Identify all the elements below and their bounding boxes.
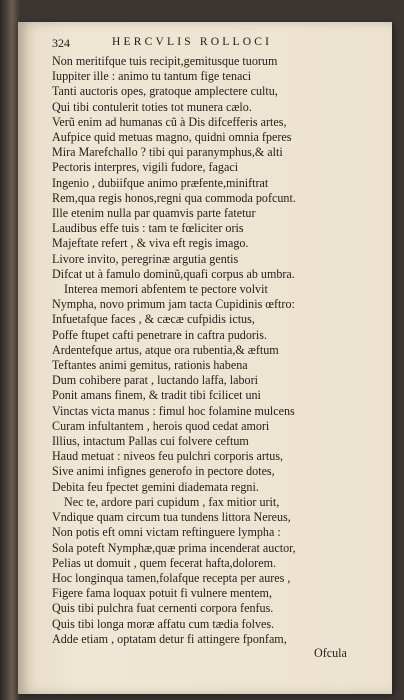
text-line: Quis tibi pulchra fuat cernenti corpora fenfus.: [52, 601, 274, 616]
text-line: Laudibus effe tuis : tam te fœliciter oris: [52, 221, 244, 236]
text-line: Quis tibi longa moræ affatu cum tædia folves.: [52, 616, 275, 631]
text-line: Tanti auctoris opes, gratoque amplectere cultu,: [52, 84, 278, 99]
text-line: Qui tibi contulerit toties tot munera cælo.: [52, 99, 252, 114]
page-number: 324: [52, 36, 70, 50]
text-line: Verũ enim ad humanas cũ à Dis difcefferis artes,: [52, 114, 287, 129]
text-line: Mira Marefchallo ? tibi qui paranymphus,& alti: [52, 145, 283, 160]
text-line: Ingenio , dubiifque animo præfente,miniftrat: [52, 175, 269, 190]
text-line: Non potis eft omni victam reftinguere lympha :: [52, 525, 281, 540]
text-line: Hoc longinqua tamen,folafque recepta per aures ,: [52, 570, 291, 585]
book-page: [18, 22, 392, 694]
text-line: Illius, intactum Pallas cui folvere ceftum: [52, 434, 249, 449]
text-line: Sive animi infignes generofo in pectore dotes,: [52, 464, 275, 479]
text-line: Sola poteft Nymphæ,quæ prima incenderat auctor,: [52, 540, 296, 555]
text-line: Dum cohibere parat , luctando laffa, labori: [52, 373, 258, 388]
text-line: Teftantes animi gemitus, rationis habena: [52, 358, 248, 373]
text-line: Haud metuat : niveos feu pulchri corporis artus,: [52, 449, 284, 464]
text-line: Figere fama loquax potuit fi vulnere mentem,: [52, 586, 272, 601]
text-line: Ponit amans finem, & tradit tibi fcilicet uni: [52, 388, 261, 403]
text-line: Ardentefque artus, atque ora rubentia,& æftum: [52, 342, 279, 357]
text-line: Debita feu fpectet gemini diademata regni.: [52, 479, 259, 494]
text-line: Interea memori abfentem te pectore volvit: [64, 282, 268, 297]
text-line: Livore invito, peregrinæ argutia gentis: [52, 251, 239, 266]
catchword: Ofcula: [314, 646, 347, 660]
text-line: Nec te, ardore pari cupidum , fax mitior urit,: [64, 494, 280, 509]
text-line: Vinctas victa manus : fimul hoc folamine mulcens: [52, 403, 295, 418]
text-line: Curam infultantem , herois quod cedat amori: [52, 418, 270, 433]
text-line: Pectoris interpres, vigili fudore, fagaci: [52, 160, 239, 175]
text-line: Ille etenim nulla par quamvis parte fatetur: [52, 206, 256, 221]
page-header: [52, 36, 382, 54]
text-line: Difcat ut à famulo dominũ,quafi corpus ab umbra.: [52, 266, 295, 281]
text-line: Poffe ftupet cafti penetrare in caftra pudoris.: [52, 327, 268, 342]
text-line: Pelias ut domuit , quem fecerat hafta,dolorem.: [52, 555, 277, 570]
text-line: Vndique quam circum tua tundens littora Nereus,: [52, 510, 291, 525]
text-line: Nympha, novo primum jam tacta Cupidinis œftro:: [52, 297, 295, 312]
running-head: HERCVLIS ROLLOCI: [112, 36, 273, 48]
text-line: Rem,qua regis honos,regni qua commoda pofcunt.: [52, 190, 296, 205]
text-line: Aufpice quid metuas magno, quidni omnia fperes: [52, 130, 292, 145]
text-line: Majeftate refert , & viva eft regis imago.: [52, 236, 249, 251]
text-line: Infuetafque faces , & cæcæ cufpidis ictus,: [52, 312, 255, 327]
text-line: Adde etiam , optatam detur fi attingere fponfam,: [52, 631, 287, 646]
text-line: Iuppiter ille : animo tu tantum fige tenaci: [52, 69, 252, 84]
poem-text: [52, 54, 386, 647]
text-line: Non meritifque tuis recipit,gemitusque tuorum: [52, 54, 278, 68]
